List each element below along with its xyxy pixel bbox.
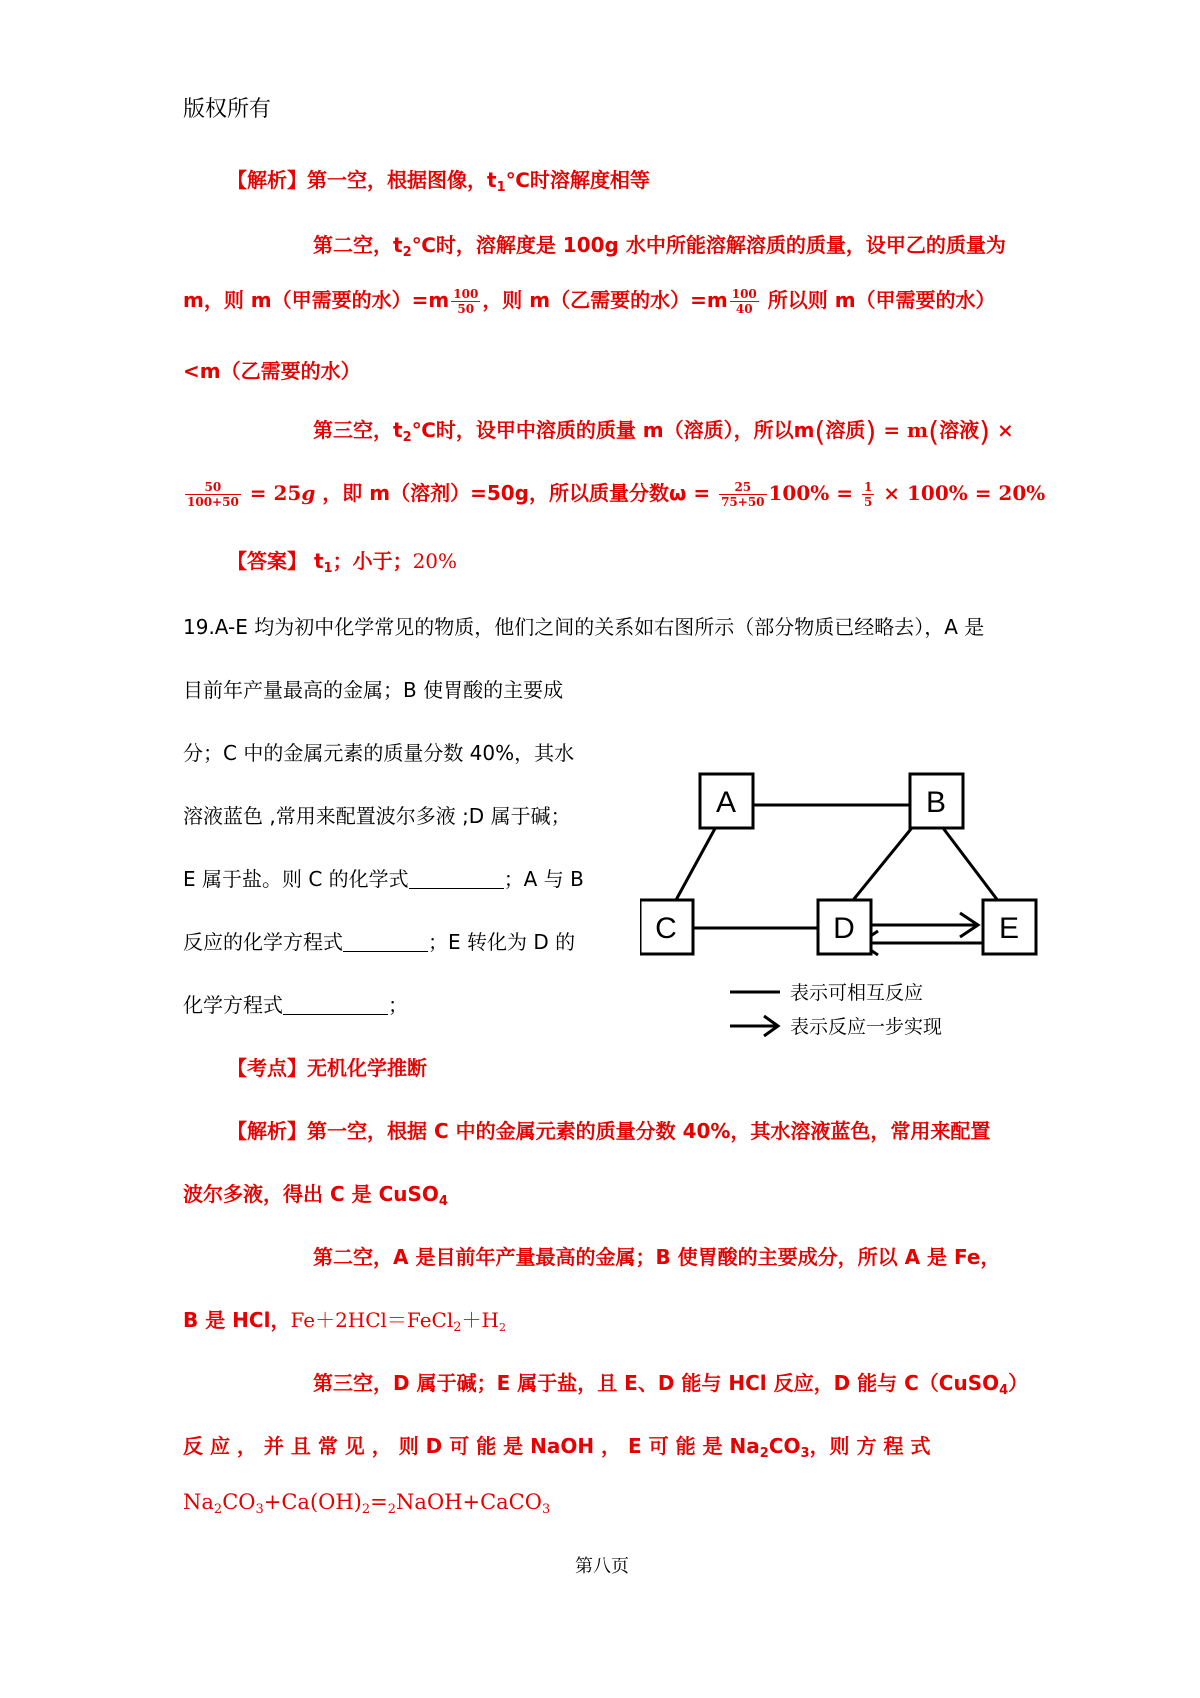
question-19-line-6: 反应的化学方程式 ；E 转化为 D 的 (183, 930, 576, 954)
legend-arrow-label: 表示反应一步实现 (790, 1017, 943, 1038)
analysis-line-3: m，则 m（甲需要的水）=m $\frac{100}{50}$ ，则 m（乙需要的水）=m $\frac{100}{40}$ 所以则 m（甲需要的水） (183, 287, 996, 316)
line-b-e (940, 824, 1005, 910)
question-19-line-3: 分；C 中的金属元素的质量分数 40%，其水 (183, 741, 575, 765)
svg-text:C: C (655, 912, 677, 945)
analysis-label: 【解析】 (227, 168, 307, 192)
answer-blank-c[interactable] (409, 868, 504, 889)
analysis-19-line-6: 反 应 ， 并 且 常 见 ， 则 D 可 能 是 NaOH ， E 可 能 是 $Na_2CO_3$，则 方 程 式 (183, 1434, 931, 1461)
node-b (910, 774, 963, 828)
answer-blank-ed[interactable] (283, 994, 388, 1015)
equation-na2co3: $Na_2CO_3+Ca(OH)_2=_2NaOH+CaCO_3$ (183, 1490, 551, 1517)
svg-text:E: E (998, 912, 1020, 945)
answer-label: 【答案】 (227, 549, 307, 573)
analysis-line-1: 【解析】第一空，根据图像，$t_1℃$时溶解度相等 (227, 168, 650, 195)
node-c (640, 900, 693, 954)
question-19-line-7: 化学方程式 ； (183, 993, 408, 1017)
analysis-line-5: 第三空，$t_2℃$时，设甲中溶质的质量 m（溶质），所以m(溶质) = m(溶液) × (313, 415, 1014, 448)
svg-text:A: A (715, 786, 737, 819)
analysis-19-line-1: 【解析】第一空，根据 C 中的金属元素的质量分数 40%，其水溶液蓝色，常用来配置 (227, 1119, 991, 1143)
legend-line-label: 表示可相互反应 (790, 983, 924, 1004)
page-number: 第八页 (575, 1556, 629, 1577)
analysis-19-line-2: 波尔多液，得出 C 是 CuSO$_4$ (183, 1182, 448, 1209)
kaodian-label: 【考点】 (227, 1056, 307, 1080)
fraction-2: $\frac{100}{40}$ (731, 287, 757, 316)
kaodian-line: 【考点】无机化学推断 (227, 1056, 427, 1080)
answer-line: 【答案】 $t_1$；小于；20% (227, 549, 458, 576)
node-d (818, 900, 871, 954)
node-e (983, 900, 1036, 954)
question-19-line-4: 溶液蓝色 ,常用来配置波尔多液 ;D 属于碱； (183, 804, 571, 828)
equation-fe-hcl: $Fe+2HCl=FeCl_2+H_2$ (290, 1308, 506, 1335)
question-19-line-5: E 属于盐。则 C 的化学式 ；A 与 B (183, 867, 584, 891)
question-19-line-2: 目前年产量最高的金属；B 使胃酸的主要成 (183, 678, 564, 702)
analysis-19-label: 【解析】 (227, 1119, 307, 1143)
answer-blank-ab[interactable] (343, 931, 428, 952)
fraction-1: $\frac{100}{50}$ (453, 287, 479, 316)
analysis-19-line-4: B 是 HCl，$Fe+2HCl=FeCl_2+H_2$ (183, 1308, 506, 1335)
fraction-5: $\frac{1}{5}$ (863, 480, 873, 509)
relation-diagram (640, 750, 1040, 1050)
node-a (700, 774, 753, 828)
analysis-19-line-3: 第二空，A 是目前年产量最高的金属；B 使胃酸的主要成分，所以 A 是 Fe， (313, 1245, 1001, 1269)
svg-text:B: B (925, 786, 947, 819)
fraction-4: $\frac{25}{75+50}$ (721, 480, 765, 509)
analysis-line-6: $\frac{50}{100+50}$ = 25g ，即 m（溶剂）=50g，所以质量分数ω = $\frac{25}{75+50}$ 100% = $\frac{1}{5}$ × 100% = 20% (187, 480, 1046, 509)
analysis-line-4: <m（乙需要的水） (183, 359, 361, 383)
copyright-header: 版权所有 (183, 97, 272, 122)
svg-text:D: D (833, 912, 855, 945)
line-b-d (845, 824, 915, 910)
question-19-line-1: 19.A-E 均为初中化学常见的物质，他们之间的关系如右图所示（部分物质已经略去），A 是 (183, 615, 985, 639)
analysis-line-2: 第二空，$t_2℃$时，溶解度是 100g 水中所能溶解溶质的质量，设甲乙的质量为 (313, 233, 1006, 260)
analysis-19-line-5: 第三空，D 属于碱；E 属于盐，且 E、D 能与 HCl 反应，D 能与 C（CuSO$_4$） (313, 1371, 1029, 1398)
fraction-3: $\frac{50}{100+50}$ (187, 480, 239, 509)
